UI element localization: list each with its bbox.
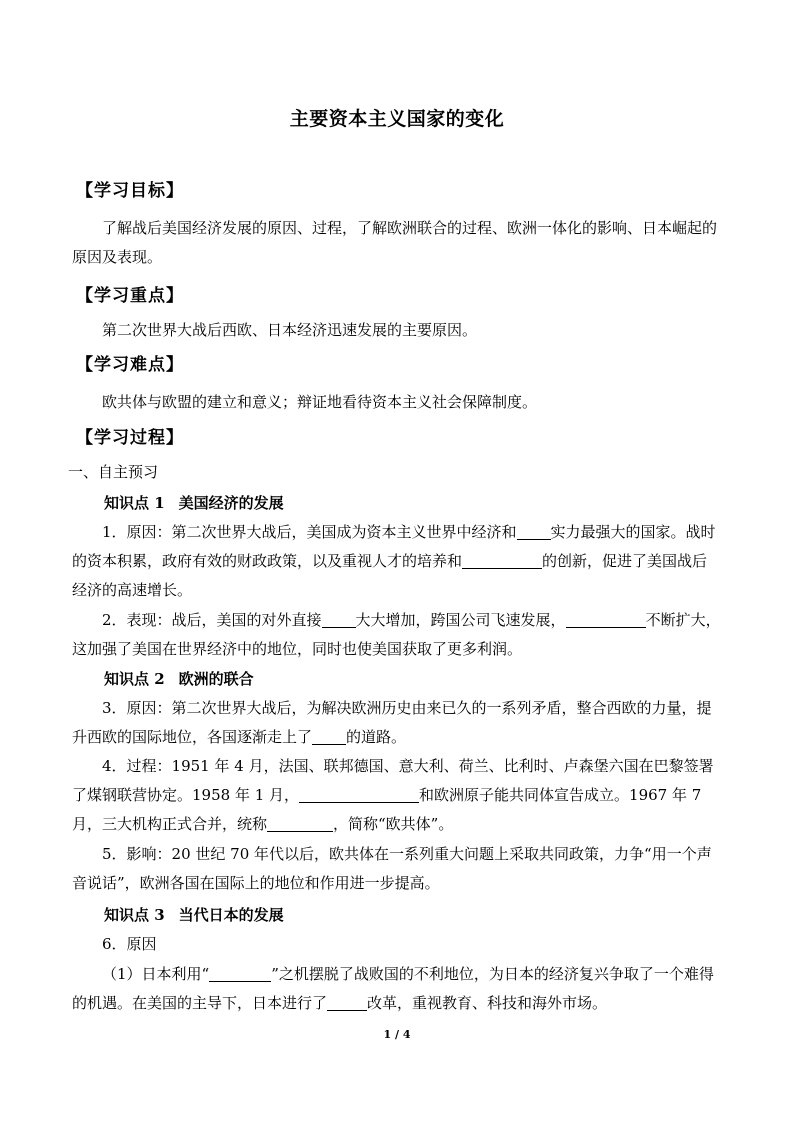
part-one-heading: 一、自主预习: [68, 463, 159, 481]
knowledge-point-title: 美国经济的发展: [178, 494, 284, 512]
heading-learning-goals: 【学习目标】: [76, 181, 184, 201]
paragraph-4: 4．过程：1951 年 4 月，法国、联邦德国、意大利、荷兰、比利时、卢森堡六国在巴黎签署了煤钢联营协定。1958 年 1 月， 和欧洲原子能共同体宣告成立。1967 年 7 月，三大机构正式合并，统称 ，简称“欧共体”。: [72, 757, 714, 833]
fill-blank[interactable]: [322, 611, 356, 628]
fill-blank[interactable]: [327, 994, 367, 1011]
knowledge-point-number: 知识点 2: [104, 670, 165, 688]
paragraph-1: 1．原因：第二次世界大战后，美国成为资本主义世界中经济和 实力最强大的国家。战时的资本积累，政府有效的财政政策，以及重视人才的培养和 的创新，促进了美国战后经济的高速增长。: [72, 523, 716, 599]
page-number: 1 / 4: [383, 1028, 411, 1041]
learning-difficulty-text: 欧共体与欧盟的建立和意义；辩证地看待资本主义社会保障制度。: [102, 393, 538, 411]
fill-blank[interactable]: [299, 786, 419, 803]
paragraph-3: 3．原因：第二次世界大战后，为解决欧洲历史由来已久的一系列矛盾，整合西欧的力量，提升西欧的国际地位，各国逐渐走上了 的道路。: [72, 699, 712, 746]
fill-blank[interactable]: [312, 728, 346, 745]
fill-blank[interactable]: [566, 611, 646, 628]
heading-learning-difficulty: 【学习难点】: [76, 355, 184, 375]
paragraph-5: 5．影响：20 世纪 70 年代以后，欧共体在一系列重大问题上采取共同政策，力争“用一个声音说话”，欧洲各国在国际上的地位和作用进一步提高。: [72, 845, 712, 892]
knowledge-point-number: 知识点 3: [104, 906, 165, 924]
knowledge-point-title: 欧洲的联合: [178, 670, 254, 688]
fill-blank[interactable]: [517, 523, 551, 540]
knowledge-point-title: 当代日本的发展: [178, 906, 284, 924]
fill-blank[interactable]: [462, 552, 542, 569]
paragraph-7: （1）日本利用“ ”之机摆脱了战败国的不利地位，为日本的经济复兴争取了一个难得的机遇。在美国的主导下，日本进行了 改革，重视教育、科技和海外市场。: [72, 965, 714, 1012]
learning-goals-text: 了解战后美国经济发展的原因、过程，了解欧洲联合的过程、欧洲一体化的影响、日本崛起的原因及表现。: [72, 219, 718, 266]
knowledge-point-2: [104, 668, 254, 689]
fill-blank[interactable]: [209, 965, 271, 982]
knowledge-point-3: [104, 904, 284, 925]
heading-learning-process: 【学习过程】: [76, 428, 184, 448]
knowledge-point-1: [104, 492, 284, 513]
document-title: 主要资本主义国家的变化: [289, 108, 505, 130]
learning-focus-text: 第二次世界大战后西欧、日本经济迅速发展的主要原因。: [102, 321, 478, 339]
fill-blank[interactable]: [267, 815, 333, 832]
paragraph-6: 6．原因: [102, 935, 157, 953]
knowledge-point-number: 知识点 1: [104, 494, 165, 512]
paragraph-2: 2．表现：战后，美国的对外直接 大大增加，跨国公司飞速发展， 不断扩大，这加强了美国在世界经济中的地位，同时也使美国获取了更多利润。: [72, 611, 721, 658]
heading-learning-focus: 【学习重点】: [76, 286, 184, 306]
